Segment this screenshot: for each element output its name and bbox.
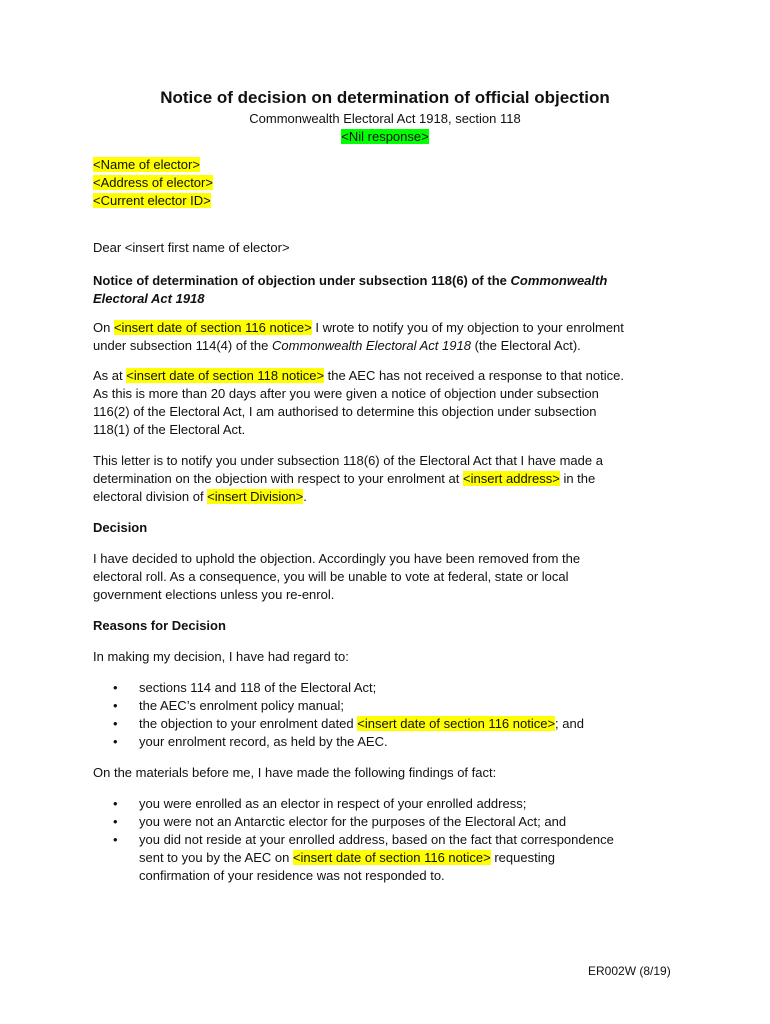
notice-heading: Notice of determination of objection under subsection 118(6) of the Commonwealth Electoral Act 1918 xyxy=(93,273,608,306)
list-item: • the objection to your enrolment dated <insert date of section 116 notice>; and xyxy=(113,716,584,731)
recipient-block xyxy=(93,156,693,210)
list-item: • you did not reside at your enrolled address, based on the fact that correspondence sent to you by the AEC on <insert date of section 116 notice> requesting confirmation of your residence was not responded to. xyxy=(113,832,614,883)
regard-list xyxy=(93,679,693,751)
decision-heading: Decision xyxy=(93,520,148,535)
list-item: • you were enrolled as an elector in respect of your enrolled address; xyxy=(113,796,527,811)
elector-id-placeholder: <Current elector ID> xyxy=(93,193,211,208)
address-placeholder: <insert address> xyxy=(463,471,560,486)
salutation: Dear <insert first name of elector> xyxy=(93,240,290,255)
list-item: • the AEC’s enrolment policy manual; xyxy=(113,698,344,713)
paragraph-no-response: As at <insert date of section 118 notice> the AEC has not received a response to that notice. As this is more than 20 days after you were given a notice of objection under subsection 116(2) of the Electoral Act, I am authorised to determine this objection under subsection 118(1) of the Electoral Act. xyxy=(93,368,624,437)
paragraph-decision: I have decided to uphold the objection. Accordingly you have been removed from the electoral roll. As a consequence, you will be unable to vote at federal, state or local government elections unless you re-enrol. xyxy=(93,551,581,602)
list-item: • your enrolment record, as held by the AEC. xyxy=(113,734,388,749)
list-item: • you were not an Antarctic elector for the purposes of the Electoral Act; and xyxy=(113,814,567,829)
form-code-footer: ER002W (8/19) xyxy=(588,964,671,978)
elector-address-placeholder: <Address of elector> xyxy=(93,175,213,190)
division-placeholder: <insert Division> xyxy=(207,489,304,504)
paragraph-objection-notice: On <insert date of section 116 notice> I wrote to notify you of my objection to your enrolment under subsection 114(4) of the Commonwealth Electoral Act 1918 (the Electoral Act). xyxy=(93,320,624,353)
page-title: Notice of decision on determination of official objection xyxy=(160,88,610,107)
date-116-placeholder: <insert date of section 116 notice> xyxy=(113,320,312,335)
elector-name-placeholder: <Name of elector> xyxy=(93,157,200,172)
nil-response-placeholder: <Nil response> xyxy=(341,129,429,144)
paragraph-determination: This letter is to notify you under subsection 118(6) of the Electoral Act that I have made a determination on the objection with respect to your enrolment at <insert address> in the electoral division of <insert Division>. xyxy=(93,453,603,504)
list-item: • sections 114 and 118 of the Electoral Act; xyxy=(113,680,377,695)
reasons-intro: In making my decision, I have had regard to: xyxy=(93,649,349,664)
page-subtitle: Commonwealth Electoral Act 1918, section 118 xyxy=(249,111,521,126)
findings-list xyxy=(93,795,693,885)
date-118-placeholder: <insert date of section 118 notice> xyxy=(126,368,325,383)
reasons-heading: Reasons for Decision xyxy=(93,618,226,633)
nil-response-line xyxy=(0,128,770,146)
date-116-placeholder: <insert date of section 116 notice> xyxy=(357,716,556,731)
findings-intro: On the materials before me, I have made the following findings of fact: xyxy=(93,765,497,780)
date-116-placeholder: <insert date of section 116 notice> xyxy=(292,850,491,865)
